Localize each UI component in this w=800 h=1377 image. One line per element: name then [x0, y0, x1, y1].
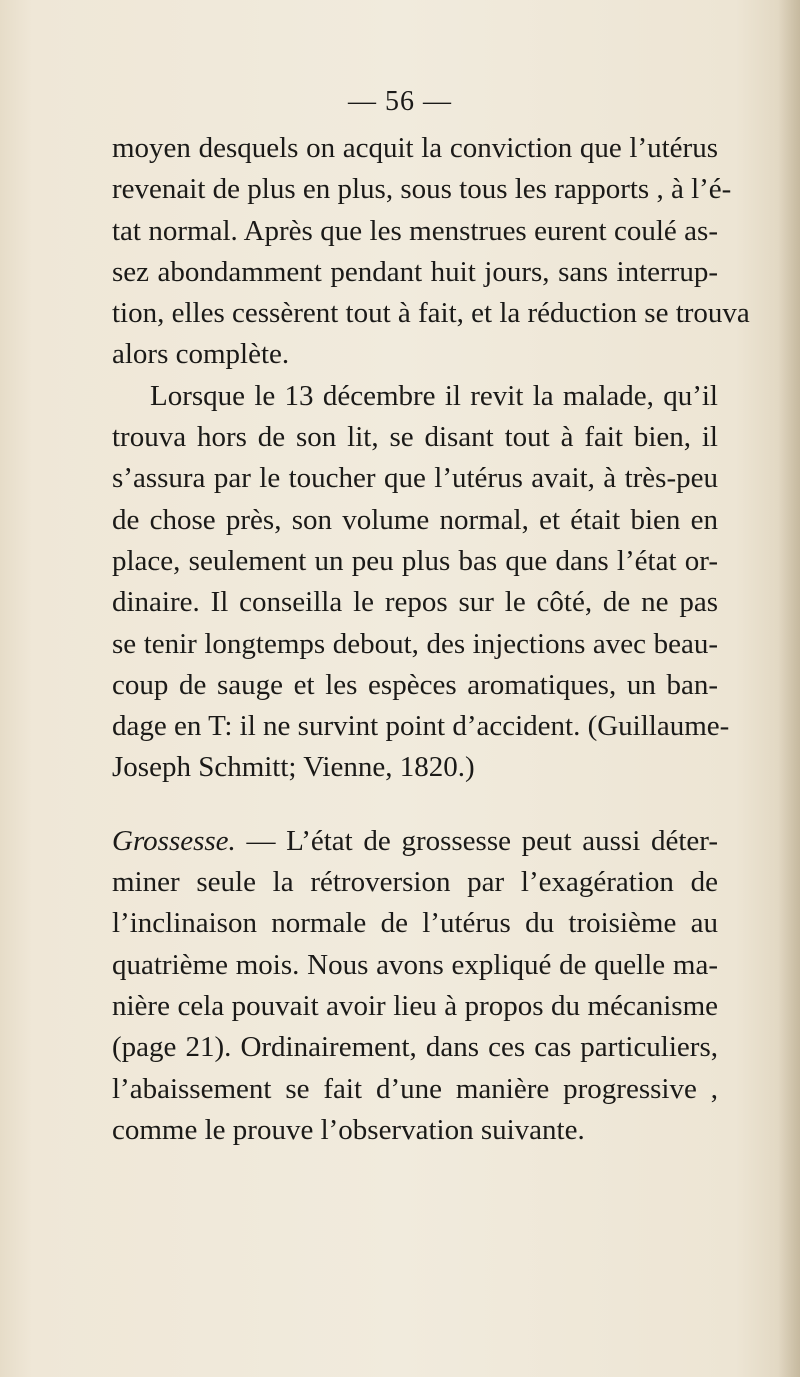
- text-line: coup de sauge et les espèces aromatiques, un ban-: [112, 668, 718, 701]
- paragraph-1: [112, 128, 750, 376]
- text-line: se tenir longtemps debout, des injections avec beau-: [112, 627, 718, 660]
- text-line: place, seulement un peu plus bas que dans l’état or-: [112, 544, 718, 577]
- paragraph-spacer: [112, 789, 718, 821]
- text-line: revenait de plus en plus, sous tous les rapports , à l’é-: [112, 173, 732, 206]
- paragraph-3: [112, 821, 718, 1151]
- page-number: — 56 —: [348, 86, 452, 117]
- text-line: moyen desquels on acquit la conviction que l’utérus: [112, 132, 718, 164]
- body-text: [112, 128, 750, 1151]
- text-line-rest: — L’état de grossesse peut aussi déter-: [235, 824, 718, 857]
- text-line: Joseph Schmitt; Vienne, 1820.): [112, 751, 475, 784]
- text-line: quatrième mois. Nous avons expliqué de quelle ma-: [112, 948, 718, 981]
- text-line: l’abaissement se fait d’une manière progressive ,: [112, 1072, 718, 1105]
- text-line: sez abondamment pendant huit jours, sans interrup-: [112, 255, 718, 288]
- text-line: Lorsque le 13 décembre il revit la malade, qu’il: [150, 379, 718, 412]
- text-line: trouva hors de son lit, se disant tout à fait bien, il: [112, 421, 718, 454]
- text-line: miner seule la rétroversion par l’exagération de: [112, 866, 718, 899]
- text-line: s’assura par le toucher que l’utérus avait, à très-peu: [112, 462, 718, 495]
- text-line: comme le prouve l’observation suivante.: [112, 1113, 585, 1146]
- paragraph-2: [112, 376, 730, 789]
- page-edge-shadow: [778, 0, 800, 1377]
- text-line: alors complète.: [112, 338, 290, 371]
- text-line: tat normal. Après que les menstrues eurent coulé as-: [112, 214, 718, 247]
- text-line: nière cela pouvait avoir lieu à propos du mécanisme: [112, 989, 718, 1022]
- text-line: dage en T: il ne survint point d’accident. (Guillaume-: [112, 710, 730, 743]
- text-line: de chose près, son volume normal, et était bien en: [112, 503, 718, 536]
- text-line: (page 21). Ordinairement, dans ces cas particuliers,: [112, 1031, 718, 1064]
- section-heading: Grossesse.: [112, 824, 236, 857]
- text-line: l’inclinaison normale de l’utérus du troisième au: [112, 907, 718, 940]
- text-line: [112, 821, 718, 862]
- text-line: tion, elles cessèrent tout à fait, et la réduction se trouva: [112, 297, 750, 330]
- text-line: dinaire. Il conseilla le repos sur le côté, de ne pas: [112, 586, 718, 619]
